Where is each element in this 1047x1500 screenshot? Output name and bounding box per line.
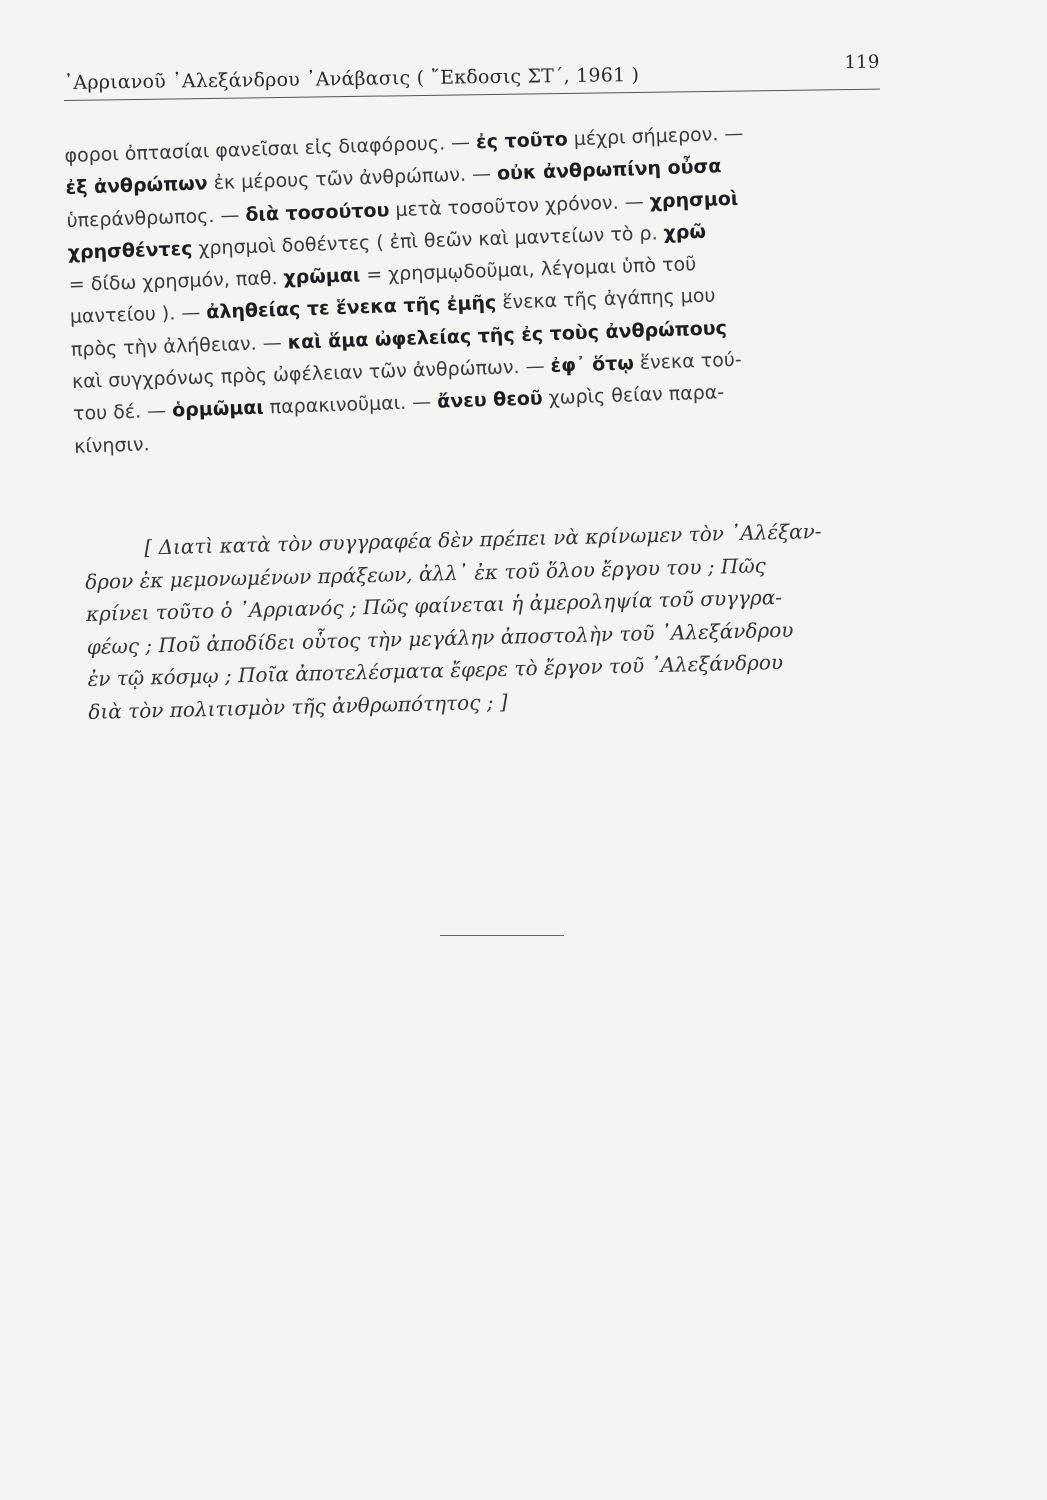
glossary-text: = χρησμῳδοῦμαι, λέγομαι ὑπὸ τοῦ <box>359 253 697 287</box>
running-header <box>63 51 880 101</box>
glossary-term: χρησμοὶ <box>649 187 739 213</box>
glossary-text: ἕνεκα τῆς ἀγάπης μου <box>495 284 716 315</box>
glossary-text: του δέ. — <box>72 399 173 426</box>
question-line: δρον ἐκ μεμονωμένων πράξεων, ἀλλ᾽ ἐκ τοῦ ὅλου ἔργου του ; Πῶς <box>84 552 767 594</box>
glossary-text: μέχρι σήμερον. — <box>567 122 744 151</box>
running-title: ᾽Αρριανοῦ ᾽Αλεξάνδρου ᾽Ανάβασις ( ῎Εκδοσις ΣΤ΄, 1961 ) <box>63 63 640 95</box>
page-number: 119 <box>844 51 880 74</box>
glossary-text: χρησμοὶ δοθέντες ( ἐπὶ θεῶν καὶ μαντείων τὸ ρ. <box>192 222 664 260</box>
glossary-term: ἄνευ θεοῦ <box>436 387 544 414</box>
glossary-term: ἐφ᾽ ὅτῳ <box>550 352 635 378</box>
glossary-text: χωρὶς θείαν παρα- <box>542 381 725 410</box>
question-line: διὰ τὸν πολιτισμὸν τῆς ἀνθρωπότητος ; ] <box>88 689 508 724</box>
glossary-paragraph <box>64 112 906 462</box>
glossary-term: οὐκ ἀνθρωπίνη οὖσα <box>496 155 722 185</box>
glossary-text: καὶ συγχρόνως πρὸς ὠφέλειαν τῶν ἀνθρώπων. — <box>71 355 551 393</box>
glossary-term: διὰ τοσούτου <box>245 198 390 226</box>
question-line: ἐν τῷ κόσμῳ ; Ποῖα ἀποτελέσματα ἔφερε τὸ ἔργον τοῦ ᾽Αλεξάνδρου <box>87 649 784 691</box>
glossary-text: = δίδω χρησμόν, παθ. <box>68 266 284 297</box>
glossary-text: παρακινοῦμαι. — <box>263 391 438 419</box>
glossary-text: ἐκ μέρους τῶν ἀνθρώπων. — <box>207 162 498 195</box>
question-line: φέως ; Ποῦ ἀποδίδει οὗτος τὴν μεγάλην ἀποστολὴν τοῦ ᾽Αλεξάνδρου <box>86 617 794 659</box>
glossary-term: χρῶμαι <box>283 264 361 289</box>
glossary-text: κίνησιν. <box>73 433 150 458</box>
glossary-text: ἕνεκα τού- <box>633 348 742 375</box>
question-line: [ Διατὶ κατὰ τὸν συγγραφέα δὲν πρέπει νὰ κρίνωμεν τὸν ᾽Αλέξαν- <box>144 518 822 560</box>
glossary-term: καὶ ἅμα ὠφελείας τῆς ἐς τοὺς ἀνθρώπους <box>287 316 728 354</box>
glossary-term: ὁρμῶμαι <box>171 396 265 422</box>
glossary-text: φοροι ὀπτασίαι φανεῖσαι εἰς διαφόρους. — <box>64 131 477 167</box>
glossary-term: ἀληθείας τε ἕνεκα τῆς ἐμῆς <box>206 292 497 324</box>
question-line: κρίνει τοῦτο ὁ ᾽Αρριανός ; Πῶς φαίνεται ἡ ἀμεροληψία τοῦ συγγρα- <box>85 584 783 626</box>
glossary-term: ἐξ ἀνθρώπων <box>65 172 208 200</box>
glossary-text: μαντείου ). — <box>69 301 207 329</box>
study-questions-paragraph <box>84 513 919 728</box>
end-rule <box>440 935 564 936</box>
glossary-text: ὑπεράνθρωπος. — <box>66 203 246 232</box>
glossary-term: χρησθέντες <box>67 237 193 264</box>
glossary-text: μετὰ τοσοῦτον χρόνον. — <box>388 190 651 221</box>
glossary-text: πρὸς τὴν ἀλήθειαν. — <box>70 331 289 361</box>
glossary-term: χρῶ <box>663 220 707 245</box>
glossary-term: ἐς τοῦτο <box>475 128 569 154</box>
